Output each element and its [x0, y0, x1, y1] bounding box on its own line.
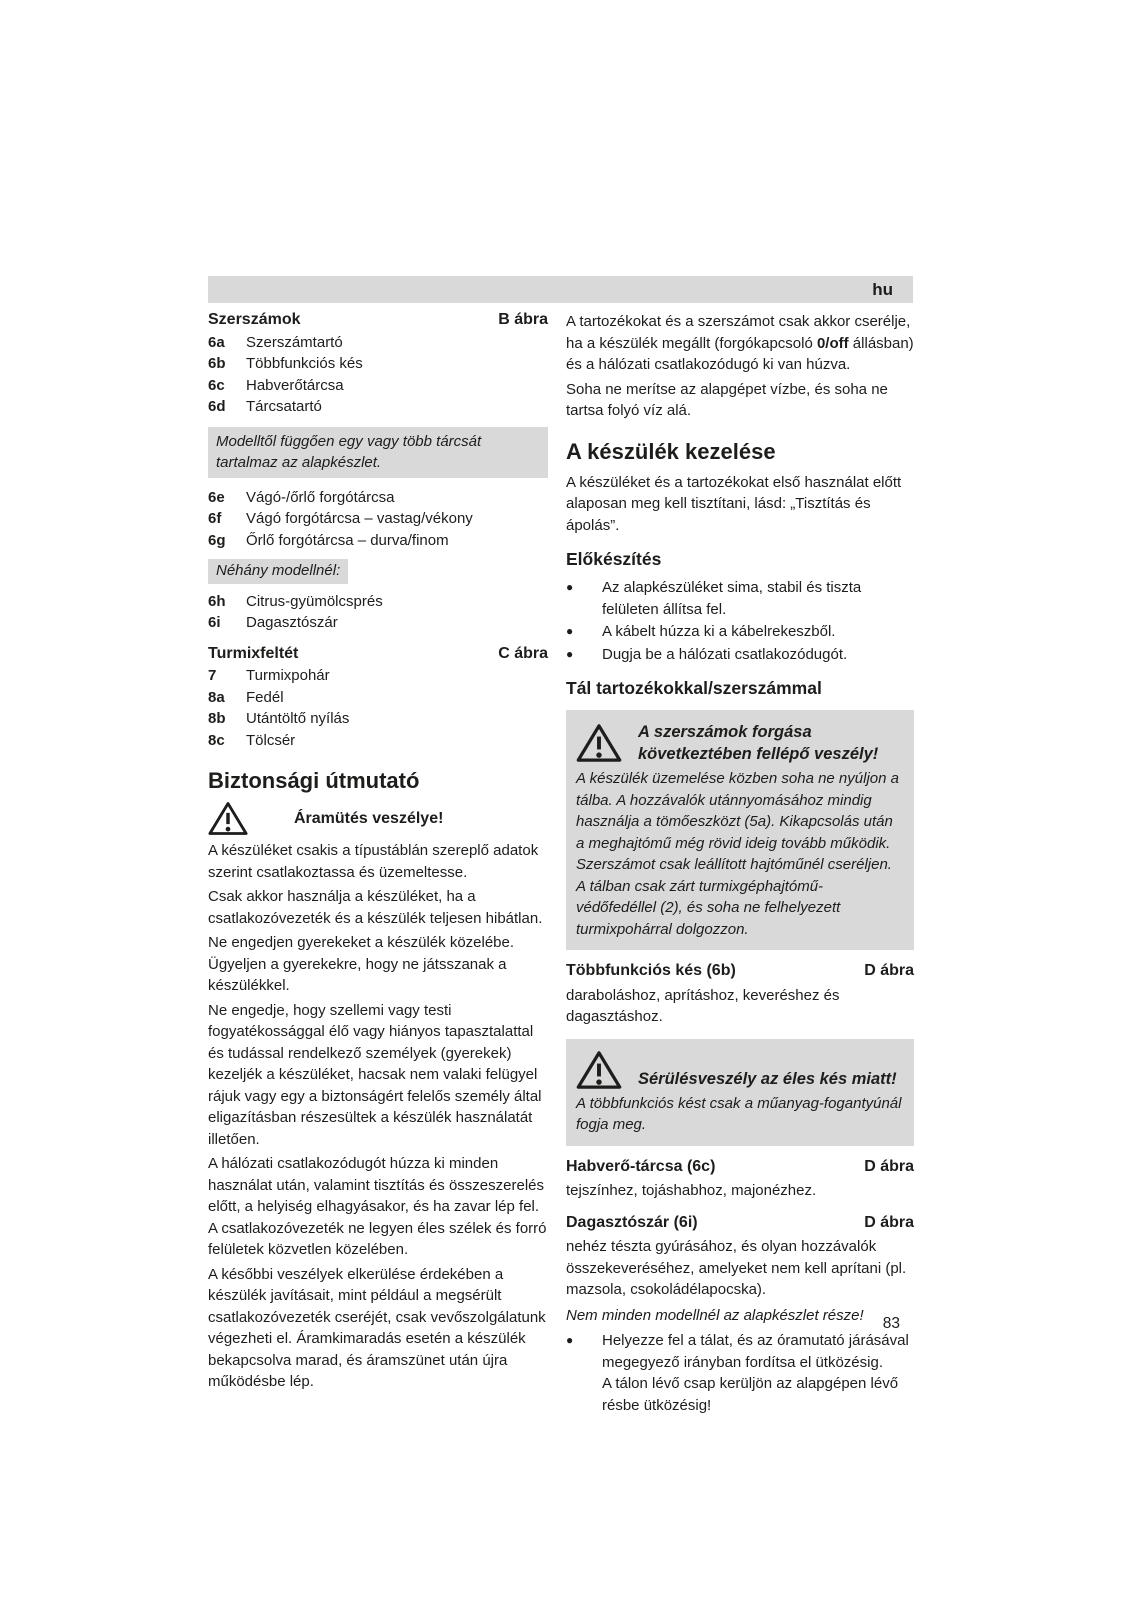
model-dependency-note: Modelltől függően egy vagy több tárcsát tartalmaz az alapkészlet.: [208, 427, 548, 478]
kneading-hook-header: [566, 1212, 914, 1234]
figure-ref-d: D ábra: [864, 962, 914, 979]
handling-section-title: A készülék kezelése: [566, 438, 776, 464]
tool-title: Habverő-tárcsa (6c): [566, 1157, 716, 1175]
item-number: 6i: [208, 614, 221, 631]
multifunction-blade-header: [566, 960, 914, 982]
warning-box-title: [638, 721, 878, 765]
parts-list-item: [208, 591, 548, 613]
page-header-bar: [208, 276, 913, 303]
item-number: 6e: [208, 488, 225, 506]
left-column: [208, 303, 548, 1396]
item-label: Vágó forgótárcsa – vastag/vékony: [246, 510, 473, 527]
paragraph-text: A tartozékokat és a szerszámot csak akkor cserélje, ha a készülék megállt (forgókapcsoló: [566, 313, 911, 352]
language-code: hu: [872, 279, 893, 299]
parts-list-item: [208, 665, 548, 687]
no-water-paragraph: Soha ne merítse az alapgépet vízbe, és soha ne tartsa folyó víz alá.: [566, 380, 888, 419]
item-label: Tölcsér: [246, 731, 296, 749]
preparation-subtitle: Előkészítés: [566, 549, 662, 569]
figure-ref-b: B ábra: [498, 311, 548, 328]
warning-box-header: [576, 1050, 902, 1090]
bullet-text: A kábelt húzza ki a kábelrekeszből.: [602, 623, 836, 640]
item-number: 6h: [208, 592, 226, 610]
parts-list-item: [208, 375, 548, 397]
item-label: Citrus-gyümölcsprés: [246, 592, 383, 610]
bowl-placement-bullet: [566, 1330, 914, 1416]
parts-list-item: [208, 353, 548, 375]
item-label: Utántöltő nyílás: [246, 710, 350, 727]
parts-list-item: [208, 530, 548, 552]
disc-parts-list: [208, 487, 548, 552]
item-label: Dagasztószár: [246, 614, 338, 631]
handling-intro-paragraph: A készüléket és a tartozékokat első használat előtt alaposan meg kell tisztítani, lásd: „Tisztítás és ápolás”.: [566, 473, 902, 534]
parts-list-item: [208, 487, 548, 509]
warning-box-body: A készülék üzemelése közben soha ne nyúljon a tálba. A hozzávalók utánnyomásához mindig használja a tömőeszközt (5a). Kikapcsolás után a meghajtómű még rövid ideig tovább működik. Szerszámot csak leállított hajtóműnél cseréljen. A tálban csak zárt turmixgéphajtómű-védőfedéllel (2), és soha ne felhelyezett turmixpohárral dolgozzon.: [576, 770, 899, 938]
safety-paragraph: A hálózati csatlakozódugót húzza ki minden használat után, valamint tisztítás és összeszerelés előtt, a helyiség elhagyásakor, és ha zavar lép fel. A csatlakozóvezeték ne legyen éles szélek és forró felületek közvetlen közelében.: [208, 1155, 547, 1258]
figure-ref-c: C ábra: [498, 644, 548, 662]
tool-description: nehéz tészta gyúrásához, és olyan hozzávalók összekeveréséhez, amelyeket nem kell aprítani (pl. mazsola, csokoládélapocska).: [566, 1238, 907, 1298]
item-label: Vágó-/őrlő forgótárcsa: [246, 488, 395, 506]
item-label: Többfunkciós kés: [246, 355, 363, 372]
bullet-dot: ●: [566, 646, 574, 661]
whisk-disc-header: [566, 1156, 914, 1178]
item-number: 8b: [208, 710, 226, 727]
model-parts-list: [208, 591, 548, 634]
item-label: Habverőtárcsa: [246, 376, 344, 394]
safety-paragraph: A készüléket csakis a típustáblán szereplő adatok szerint csatlakoztassa és üzemeltesse.: [208, 842, 539, 881]
item-label: Fedél: [246, 688, 284, 706]
parts-list-item: [208, 396, 548, 418]
figure-ref-d: D ábra: [864, 1157, 914, 1175]
warning-box-body: A többfunkciós kést csak a műanyag-fogantyúnál fogja meg.: [576, 1094, 902, 1133]
warning-title-line: következtében fellépő veszély!: [638, 745, 879, 763]
some-models-note: Néhány modellnél:: [208, 559, 348, 584]
bullet-dot: ●: [566, 1333, 574, 1347]
model-availability-note: Nem minden modellnél az alapkészlet része!: [566, 1306, 864, 1324]
off-position-bold: 0/off: [816, 334, 849, 352]
bullet-item: [566, 621, 914, 643]
bullet-text: Dugja be a hálózati csatlakozódugót.: [602, 645, 848, 663]
electric-shock-warning: [208, 801, 548, 836]
bullet-text: [602, 1330, 914, 1416]
warning-box-header: [576, 721, 902, 765]
item-number: 8c: [208, 731, 225, 749]
safety-paragraph: Ne engedjen gyerekeket a készülék közelébe. Ügyeljen a gyerekekre, hogy ne játsszanak a készülékkel.: [208, 934, 515, 994]
tool-description: daraboláshoz, aprításhoz, keveréshez és dagasztáshoz.: [566, 986, 840, 1025]
figure-ref-d: D ábra: [864, 1213, 914, 1231]
item-label: Turmixpohár: [246, 667, 330, 684]
preparation-bullet-list: [566, 577, 914, 665]
parts-list-item: [208, 708, 548, 730]
paragraph-text: állásban) és a hálózati csatlakozódugó ki van húzva.: [566, 334, 914, 373]
tool-description: tejszínhez, tojáshabhoz, majonézhez.: [566, 1182, 817, 1199]
item-label: Őrlő forgótárcsa – durva/finom: [246, 531, 449, 549]
rotating-tools-warning-box: [566, 710, 914, 950]
warning-label: Áramütés veszélye!: [294, 809, 444, 827]
parts-list-item: [208, 730, 548, 752]
safety-paragraph: Csak akkor használja a készüléket, ha a csatlakozóvezeték és a készülék teljesen hibátlan.: [208, 888, 543, 927]
bullet-text-line: Helyezze fel a tálat, és az óramutató járásával megegyező irányban fordítsa el ütközésig.: [602, 1332, 909, 1371]
item-number: 6a: [208, 333, 225, 351]
item-label: Szerszámtartó: [246, 333, 343, 351]
item-number: 6b: [208, 355, 226, 372]
item-number: 6f: [208, 510, 222, 527]
bullet-text: Az alapkészüléket sima, stabil és tiszta felületen állítsa fel.: [602, 579, 862, 618]
warning-title-line: A szerszámok forgása: [638, 723, 812, 741]
blender-section-header: [208, 643, 548, 665]
warning-triangle-icon: [576, 723, 622, 763]
warning-triangle-icon: [208, 801, 248, 836]
item-number: 6c: [208, 376, 225, 394]
tools-section-title: Szerszámok: [208, 311, 301, 328]
item-label: Tárcsatartó: [246, 398, 322, 415]
bowl-subtitle: Tál tartozékokkal/szerszámmal: [566, 678, 822, 698]
tool-title: Dagasztószár (6i): [566, 1213, 698, 1231]
parts-list-item: [208, 612, 548, 634]
safety-paragraph: A későbbi veszélyek elkerülése érdekében a készülék javításait, mint például a megsérült csatlakozóvezeték cseréjét, csak vevőszolgálatunk végezheti el. Áramkimaradás esetén a készülék bekapcsolva marad, és áramszünet után újra működésbe lép.: [208, 1265, 546, 1390]
item-number: 7: [208, 667, 217, 684]
right-column: [566, 303, 914, 1417]
tool-title: Többfunkciós kés (6b): [566, 962, 736, 979]
item-number: 6d: [208, 398, 226, 415]
sharp-blade-warning-box: [566, 1039, 914, 1146]
blender-parts-list: [208, 665, 548, 751]
warning-box-title: Sérülésveszély az éles kés miatt!: [638, 1069, 897, 1088]
tools-parts-list: [208, 332, 548, 418]
safety-section-title: Biztonsági útmutató: [208, 768, 420, 793]
accessory-change-paragraph: [566, 311, 914, 376]
parts-list-item: [208, 332, 548, 354]
bullet-item: [566, 577, 914, 620]
blender-section-title: Turmixfeltét: [208, 644, 299, 662]
parts-list-item: [208, 687, 548, 709]
item-number: 6g: [208, 531, 226, 549]
item-number: 8a: [208, 688, 225, 706]
parts-list-item: [208, 508, 548, 530]
bullet-text-line: A tálon lévő csap kerüljön az alapgépen lévő résbe ütközésig!: [602, 1375, 899, 1414]
page-number: 83: [882, 1315, 900, 1332]
safety-paragraph: Ne engedje, hogy szellemi vagy testi fogyatékossággal élő vagy hiányos tapasztalattal és tudással rendelkező személyek (gyerekek) kezeljék a készüléket, hacsak nem valaki felügyel rájuk vagy egy a biztonságért felelős személy által eligazításban részesültek a készülék használatát illetően.: [208, 1001, 542, 1148]
warning-triangle-icon: [576, 1050, 622, 1090]
bullet-item: [566, 644, 914, 666]
bullet-dot: ●: [566, 580, 574, 594]
bullet-dot: ●: [566, 624, 574, 638]
tools-section-header: [208, 309, 548, 331]
